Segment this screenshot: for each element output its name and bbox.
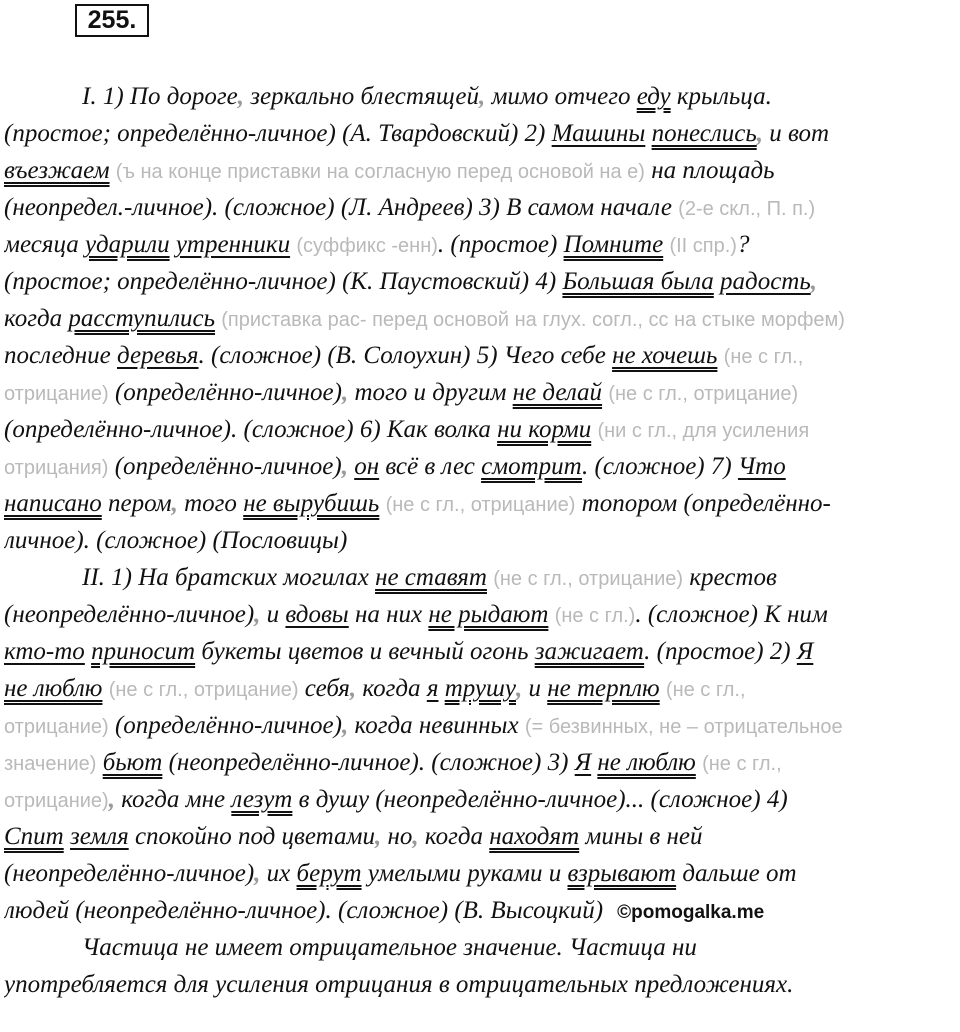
predicate-word: трушу [444,675,516,702]
punctuation-mark: , [254,601,261,628]
punctuation-mark: , [515,675,523,702]
comment: (II спр.) [669,235,737,257]
text-segment: спокойно под цветами [128,823,375,850]
text-line [4,707,960,744]
text-line [4,189,960,226]
comment: (2-е скл., П. п.) [678,198,816,220]
text-segment: и вот [762,120,830,147]
text-segment: II. 1) На братских могилах [82,564,376,591]
punctuation-mark: , [374,823,382,850]
text-segment: мины в ней [579,823,703,850]
text-line [4,744,960,781]
predicate-word: написано [4,490,102,517]
comment: отрицание) [4,790,109,812]
comment: значение) [4,753,97,775]
text-segment: в душу (неопределённо-личное)... (сложное) 4) [292,786,788,813]
predicate-word: не ставят [375,564,487,591]
underlined-word: Я [796,638,814,665]
underlined-word: радость [720,268,811,295]
text-line [4,374,960,411]
text-segment: . (сложное) (В. Солоухин) 5) Чего себе [198,342,613,369]
text-line [4,152,960,189]
text-segment: их [260,860,297,887]
text-segment: (неопределённо-личное) [4,601,255,628]
text-segment: пером [101,490,172,517]
punctuation-mark: , [810,268,817,295]
punctuation-mark: , [349,675,357,702]
text-segment: людей (неопределённо-личное). (сложное) (В. Высоцкий) [4,897,604,924]
watermark: ©pomogalka.me [617,902,765,923]
text-line [4,337,960,374]
predicate-word: въезжаем [4,157,110,184]
text-segment: (неопределённо-личное) [4,860,255,887]
text-line [4,781,960,818]
text-line [4,633,960,670]
text-line [4,485,960,522]
predicate-word: находят [489,823,580,850]
text-segment: Частица не имеет отрицательное значение. Частица ни [82,934,697,961]
text-segment: употребляется для усиления отрицания в отрицательных предложениях. [4,971,794,998]
text-segment: (определённо-личное) [108,712,342,739]
text-segment: на них [348,601,429,628]
text-segment: (неопредел.-личное). (сложное) (Л. Андреев) 3) В самом начале [4,194,679,221]
punctuation-mark: , [756,120,763,147]
predicate-word: ни корми [497,416,592,443]
text-segment: I. 1) По дороге [82,83,238,110]
comment: (не с гл., отрицание) [608,383,799,405]
comment: (не с гл.) [554,605,636,627]
text-segment: (определённо-личное). (сложное) 6) Как волка [4,416,498,443]
comment: (= безвинных, не – отрицательное [524,716,843,738]
text-segment: себя [298,675,350,702]
comment: (не с гл., [702,753,782,775]
text-line [4,263,960,300]
comment: (ни с гл., для усиления [597,420,810,442]
text-segment: того и другим [348,379,513,406]
predicate-word: зажигает [534,638,645,665]
text-segment: (неопределённо-личное). (сложное) 3) [162,749,575,776]
text-segment: когда [356,675,427,702]
comment: (не с гл., [723,346,804,368]
text-segment: . (сложное) К ним [635,601,828,628]
comment: (не с гл., отрицание) [493,568,684,590]
underlined-word: Что [737,453,786,480]
text-segment: но [381,823,413,850]
punctuation-mark: , [171,490,178,517]
text-line [4,559,960,596]
predicate-word: понеслись [651,120,757,147]
text-segment: . (сложное) 7) [582,453,738,480]
text-segment: ? [736,231,750,258]
text-line [4,300,960,337]
text-segment: . (простое) [437,231,564,258]
text-segment: последние [4,342,117,369]
text-segment: крыльца. [670,83,772,110]
text-segment: месяца [4,231,85,258]
comment: отрицание) [4,383,109,405]
text-segment: топором (определённо- [575,490,831,517]
comment: (не с гл., отрицание) [108,679,299,701]
text-segment: на площадь [644,157,775,184]
text-line [4,892,960,929]
predicate-word: не вырубишь [243,490,380,517]
text-segment: всё в лес [379,453,482,480]
punctuation-mark: , [341,712,349,739]
predicate-word: Большая была [562,268,714,295]
comment: (приставка рас- перед основой на глух. согл., сс на стыке морфем) [221,309,845,331]
text-segment: и [260,601,286,628]
punctuation-mark: , [254,860,261,887]
punctuation-mark: , [237,83,244,110]
text-segment: и [522,675,548,702]
comment: отрицания) [4,457,109,479]
text-line [4,115,960,152]
underlined-word: Машины [551,120,646,147]
text-line [4,818,960,855]
predicate-word: Помните [563,231,664,258]
text-segment: дальше от [676,860,797,887]
predicate-word: не хочешь [612,342,718,369]
text-line [4,448,960,485]
text-segment: крестов [683,564,777,591]
comment: (не с гл., [665,679,746,701]
underlined-word: вдовы [285,601,349,628]
predicate-word: расступились [68,305,216,332]
text-segment: личное). (сложное) (Пословицы) [4,527,348,554]
predicate-word: не рыдают [428,601,549,628]
punctuation-mark: , [412,823,419,850]
text-segment: (простое; определённо-личное) (К. Паустовский) 4) [4,268,563,295]
predicate-word: ударили [85,231,170,258]
text-segment: когда [4,305,69,332]
underlined-word: утренники [175,231,291,258]
text-segment: букеты цветов и вечный огонь [195,638,535,665]
predicate-word: не люблю [597,749,696,776]
comment: отрицание) [4,716,109,738]
text-line [4,596,960,633]
text-segment: зеркально блестящей [243,83,479,110]
text-line [4,78,960,115]
text-segment: (определённо-личное) [108,453,342,480]
underlined-word: кто-то [4,638,85,665]
text-segment: (простое; определённо-личное) (А. Твардовский) 2) [4,120,552,147]
text-segment: того [177,490,244,517]
text-segment: мимо отчего [485,83,637,110]
predicate-word: взрывают [567,860,677,887]
predicate-word: берут [296,860,362,887]
text-segment: . (простое) 2) [644,638,797,665]
text-line [4,855,960,892]
underlined-word: Я [574,749,592,776]
text-line [4,226,960,263]
text-line [4,670,960,707]
underlined-word: он [354,453,380,480]
comment: (суффикс -енн) [296,235,438,257]
predicate-word: лезут [231,786,293,813]
underlined-word: деревья [117,342,199,369]
exercise-text [4,78,960,1003]
text-line [4,411,960,448]
predicate-word: приносит [91,638,196,665]
predicate-word: не люблю [4,675,103,702]
predicate-word: не терплю [547,675,660,702]
punctuation-mark: , [108,786,115,813]
predicate-word: еду [636,83,671,110]
comment: (не с гл., отрицание) [385,494,576,516]
underlined-word: я [426,675,439,702]
text-line [4,522,960,559]
predicate-word: бьют [102,749,163,776]
punctuation-mark: , [478,83,486,110]
text-segment: умелыми руками и [361,860,568,887]
predicate-word: смотрит [481,453,583,480]
text-line [4,929,960,966]
comment: (ъ на конце приставки на согласную перед основой на е) [115,161,645,183]
text-segment: когда [418,823,490,850]
punctuation-mark: , [341,453,348,480]
text-segment: когда невинных [348,712,525,739]
underlined-word: земля [69,823,129,850]
text-segment: (определённо-личное) [108,379,342,406]
punctuation-mark: , [341,379,349,406]
predicate-word: не делай [512,379,603,406]
predicate-word: Спит [4,823,64,850]
text-segment: когда мне [114,786,232,813]
exercise-number: 255. [75,4,149,37]
text-line [4,966,960,1003]
